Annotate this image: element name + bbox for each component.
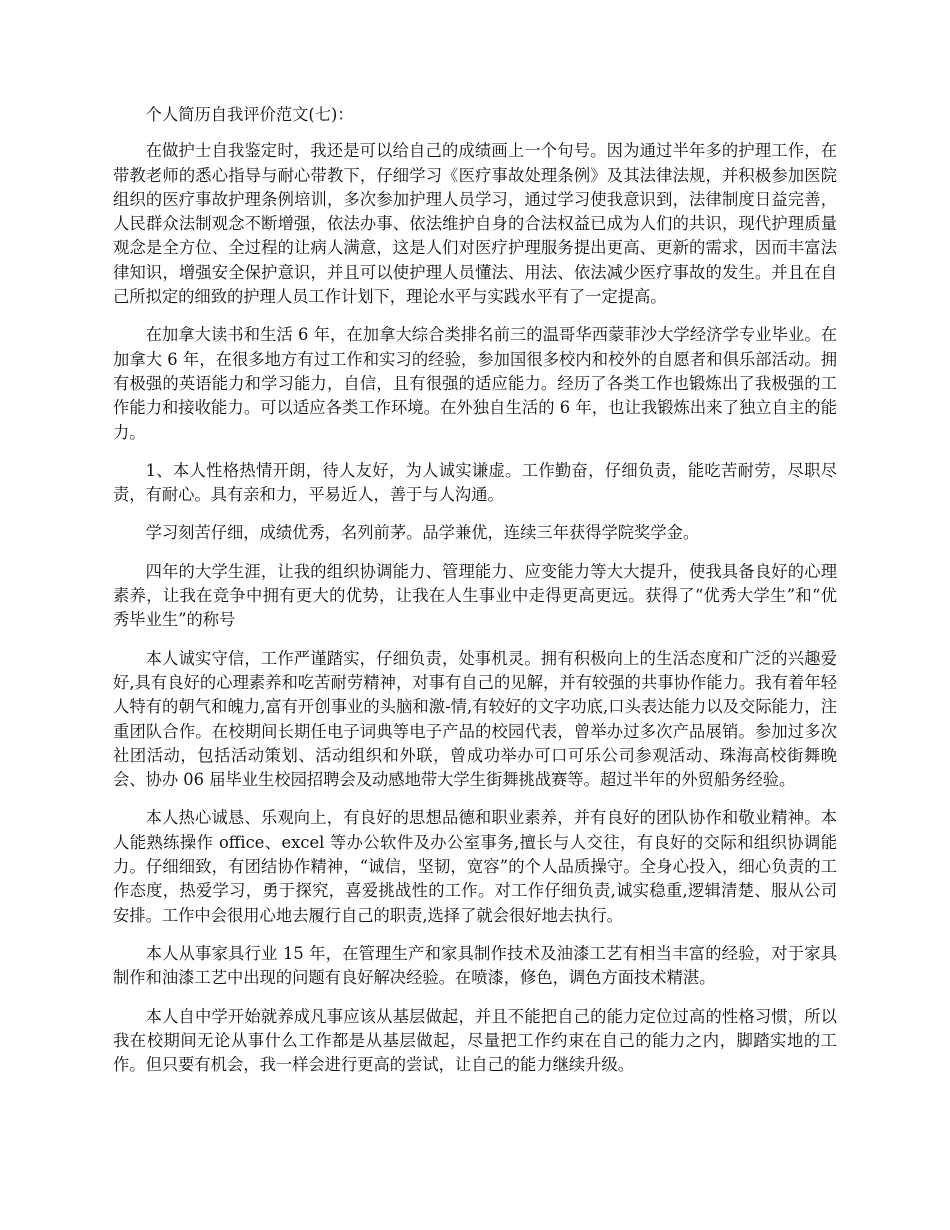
paragraph-integrity: 本人诚实守信，工作严谨踏实，仔细负责，处事机灵。拥有积极向上的生活态度和广泛的兴趣爱好,具有良好的心理素养和吃苦耐劳精神，对事有自己的见解，并有较强的共事协作能力。我有着年轻人特有的朝气和魄力,富有开创事业的头脑和激-情,有较好的文字功底,口头表达能力以及交际能力，注重团队合作。在校期间长期任电子词典等电子产品的校园代表，曾举办过多次产品展销。参加过多次社团活动，包括活动策划、活动组织和外联，曾成功举办可口可乐公司参观活动、珠海高校街舞晚会、协办 06 届毕业生校园招聘会及动感地带大学生街舞挑战赛等。超过半年的外贸船务经验。 bbox=[113, 648, 837, 790]
paragraph-canada-study: 在加拿大读书和生活 6 年，在加拿大综合类排名前三的温哥华西蒙菲沙大学经济学专业毕业。在加拿大 6 年，在很多地方有过工作和实习的经验，参加国很多校内和校外的自愿者和俱乐部活动。拥有极强的英语能力和学习能力，自信，且有很强的适应能力。经历了各类工作也锻炼出了我极强的工作能力和接收能力。可以适应各类工作环境。在外独自生活的 6 年，也让我锻炼出来了独立自主的能力。 bbox=[113, 325, 837, 442]
paragraph-enthusiasm: 本人热心诚恳、乐观向上，有良好的思想品德和职业素养，并有良好的团队协作和敬业精神。本人能熟练操作 office、excel 等办公软件及办公室事务,擅长与人交往，有良好的交际和组织协调能力。仔细细致，有团结协作精神，“诚信，坚韧，宽容”的个人品质操守。全身心投入，细心负责的工作态度，热爱学习，勇于探究，喜爱挑战性的工作。对工作仔细负责,诚实稳重,逻辑清楚、服从公司安排。工作中会很用心地去履行自己的职责,选择了就会很好地去执行。 bbox=[113, 808, 837, 925]
document-title: 个人简历自我评价范文(七)： bbox=[145, 105, 354, 124]
paragraph-academic: 学习刻苦仔细，成绩优秀，名列前茅。品学兼优，连续三年获得学院奖学金。 bbox=[145, 523, 700, 543]
paragraph-grassroots: 本人自中学开始就养成凡事应该从基层做起，并且不能把自己的能力定位过高的性格习惯，所以我在校期间无论从事什么工作都是从基层做起，尽量把工作约束在自己的能力之内，脚踏实地的工作。但只要有机会，我一样会进行更高的尝试，让自己的能力继续升级。 bbox=[113, 1006, 837, 1075]
document-page bbox=[113, 103, 837, 1091]
paragraph-nursing-self-assessment: 在做护士自我鉴定时，我还是可以给自己的成绩画上一个句号。因为通过半年多的护理工作，在带教老师的悉心指导与耐心带教下，仔细学习《医疗事故处理条例》及其法律法规，并积极参加医院组织的医疗事故护理条例培训，多次参加护理人员学习，通过学习使我意识到，法律制度日益完善，人民群众法制观念不断增强，依法办事、依法维护自身的合法权益已成为人们的共识，现代护理质量观念是全方位、全过程的让病人满意，这是人们对医疗护理服务提出更高、更新的需求，因而丰富法律知识，增强安全保护意识，并且可以使护理人员懂法、用法、依法减少医疗事故的发生。并且在自己所拟定的细致的护理人员工作计划下，理论水平与实践水平有了一定提高。 bbox=[113, 141, 837, 307]
paragraph-university-life: 四年的大学生涯，让我的组织协调能力、管理能力、应变能力等大大提升，使我具备良好的心理素养，让我在竞争中拥有更大的优势，让我在人生事业中走得更高更远。获得了“优秀大学生”和“优秀毕业生”的称号 bbox=[113, 561, 837, 630]
paragraph-furniture: 本人从事家具行业 15 年，在管理生产和家具制作技术及油漆工艺有相当丰富的经验，对于家具制作和油漆工艺中出现的问题有良好解决经验。在喷漆，修色，调色方面技术精湛。 bbox=[113, 943, 837, 988]
paragraph-personality: 1、本人性格热情开朗，待人友好，为人诚实谦虚。工作勤奋，仔细负责，能吃苦耐劳，尽职尽责，有耐心。具有亲和力，平易近人，善于与人沟通。 bbox=[113, 460, 837, 505]
